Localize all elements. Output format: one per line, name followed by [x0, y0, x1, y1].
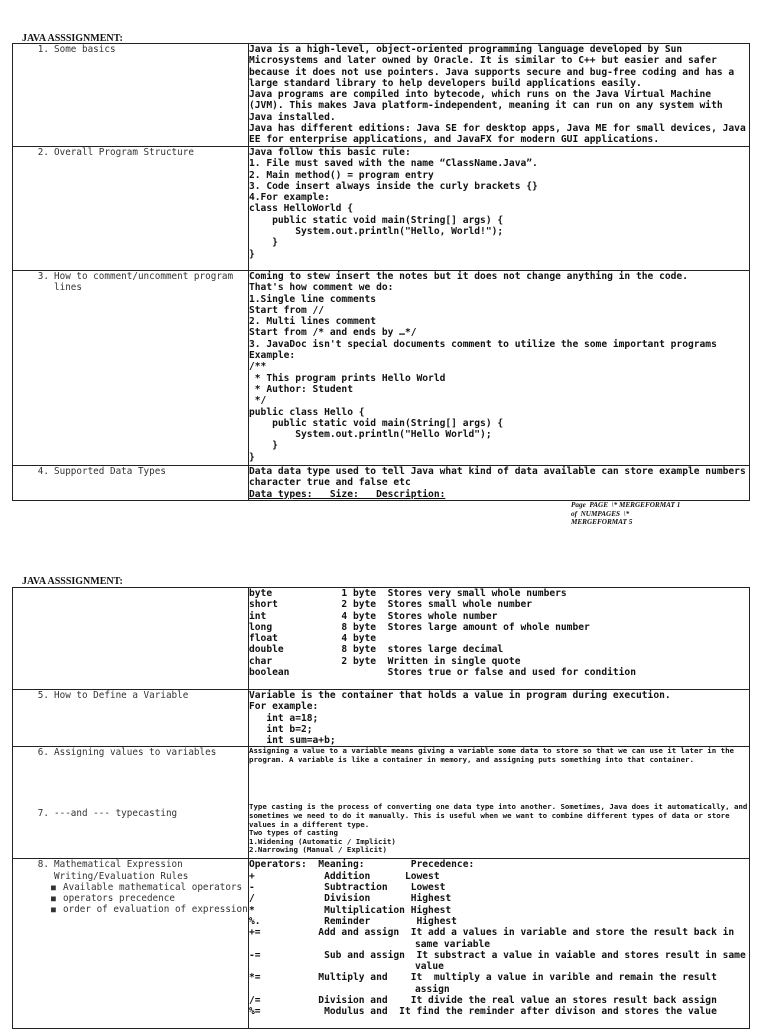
answer-line: 3. Code insert always inside the curly brackets {} [249, 180, 538, 192]
answer-line: 2. Multi lines comment [249, 316, 377, 328]
answer-line: Data data type used to tell Java what kind of data available can store example numbers character true and false etc [249, 466, 746, 489]
row-define-variable [13, 690, 750, 747]
row-type-list [13, 588, 750, 690]
code-line: */ [249, 395, 267, 407]
answer-line: 3. JavaDoc isn't special documents comment to utilize the some important programs [249, 338, 717, 350]
type-row: int 4 byte Stores whole number [249, 610, 498, 622]
operator-row: - Subtraction Lowest [249, 882, 446, 894]
topic-title: Some basics [54, 44, 116, 55]
answer-cell [249, 747, 750, 859]
topic-title: Supported Data Types [54, 466, 166, 477]
page-footer: Page PAGE \* MERGEFORMAT 1 of NUMPAGES \* MERGEFORMAT 5 [571, 501, 681, 527]
code-line: System.out.println("Hello World"); [249, 429, 492, 441]
type-row: long 8 byte Stores large amount of whole number [249, 621, 590, 633]
code-line: * This program prints Hello World [249, 372, 446, 384]
code-line: } [249, 248, 255, 260]
code-line: int sum=a+b; [249, 735, 336, 747]
topic-cell [13, 747, 249, 859]
topic-cell [13, 271, 249, 466]
code-line: System.out.println("Hello, World!"); [249, 226, 504, 238]
topic-cell [13, 44, 249, 147]
topic-number: 3. [37, 271, 49, 282]
operator-row: %. Reminder Highest [249, 915, 457, 927]
answer-cell [249, 271, 750, 466]
answer-line: Two types of casting [249, 828, 338, 838]
type-row: byte 1 byte Stores very small whole numbers [249, 588, 567, 599]
code-line: } [249, 440, 278, 452]
answer-line: That's how comment we do: [249, 282, 394, 294]
code-line: public class Hello { [249, 406, 365, 418]
topic-number: 1. [37, 44, 49, 55]
answer-line: Java has different editions: Java SE for desktop apps, Java ME for small devices, Java EE for enterprise applications, and JavaFX for modern GUI applications. [249, 123, 746, 146]
type-row: float 4 byte [249, 633, 377, 645]
bullet-item: ■ order of evaluation of expression [51, 904, 248, 916]
topic-number: 7. [37, 808, 49, 820]
answer-line: Example: [249, 350, 296, 362]
topic-number: 4. [37, 466, 49, 477]
operator-row: /= Division and It divide the real value an stores result back assign [249, 995, 717, 1007]
type-row: boolean Stores true or false and used for condition [249, 667, 636, 679]
answer-line: Java programs are compiled into bytecode, which runs on the Java Virtual Machine (JVM). This makes Java platform-independent, meaning it can run on any system with Java installed. [249, 89, 723, 123]
code-line: /** [249, 361, 267, 373]
code-line: } [249, 451, 255, 463]
answer-line: Start from // [249, 304, 325, 316]
answer-line: 2. Main method() = program entry [249, 169, 434, 181]
answer-line: Start from /* and ends by …*/ [249, 327, 417, 339]
answer-line: 1.Widening (Automatic / Implicit) [249, 836, 396, 846]
answer-line: Variable is the container that holds a value in program during execution. [249, 690, 671, 701]
topic-title: ---and --- typecasting [54, 808, 178, 820]
code-line: } [249, 237, 278, 249]
operators-header: Operators: Meaning: Precedence: [249, 859, 475, 871]
topic-cell [13, 859, 249, 1029]
page-heading: JAVA ASSSIGNMENT: [22, 576, 123, 587]
type-row: short 2 byte Stores small whole number [249, 599, 533, 611]
operator-row: + Addition Lowest [249, 870, 440, 882]
row-assign-and-cast [13, 747, 750, 859]
topic-title: Overall Program Structure [54, 147, 194, 158]
answer-line: 1. File must saved with the name “ClassName.Java”. [249, 158, 538, 170]
row-comments [13, 271, 750, 466]
row-data-types [13, 466, 750, 501]
topic-cell [13, 690, 249, 747]
type-row: double 8 byte stores large decimal [249, 644, 504, 656]
topic-title: Assigning values to variables [54, 747, 217, 759]
answer-line: 4.For example: [249, 192, 330, 204]
square-bullet-icon: ■ [51, 905, 56, 915]
code-line: public static void main(String[] args) { [249, 417, 504, 429]
page-heading: JAVA ASSSIGNMENT: [22, 33, 123, 44]
topic-cell [13, 466, 249, 501]
operator-row: -= Sub and assign It substract a value in vaiable and stores result in same value [249, 949, 752, 973]
answer-line: Coming to stew insert the notes but it does not change anything in the code. [249, 271, 688, 282]
row-program-structure [13, 147, 750, 271]
operator-row: / Division Highest [249, 893, 452, 905]
answer-line: Java follow this basic rule: [249, 147, 411, 158]
row-some-basics [13, 44, 750, 147]
bullet-item: ■ Available mathematical operators [51, 881, 243, 893]
typecasting-text: Type casting is the process of converting one data type into another. Sometimes, Java does it automatically, and sometimes we need to do it manually. This is useful when we want to combine different types of data or store values in a different type. [249, 802, 748, 829]
operator-row: %= Modulus and It find the reminder after divison and stores the value [249, 1006, 717, 1018]
row-math-expressions [13, 859, 750, 1029]
answer-cell [249, 588, 750, 690]
square-bullet-icon: ■ [51, 894, 56, 904]
assignment-table-page-1 [12, 43, 750, 501]
answer-line: 1.Single line comments [249, 293, 377, 305]
operator-row: += Add and assign It add a values in variable and store the result back in same variable [249, 927, 740, 950]
code-line: * Author: Student [249, 383, 353, 395]
code-line: int b=2; [249, 723, 313, 735]
topic-cell-empty [13, 588, 249, 690]
answer-line: Java is a high-level, object-oriented programming language developed by Sun Microsystems and later owned by Oracle. It is similar to C++ but easier and safer because it does not use pointers. Java supports secure and bug-free coding and has a large standard library to help developers build applications easily. [249, 44, 735, 89]
topic-title: How to Define a Variable [54, 690, 189, 701]
topic-number: 8. [37, 859, 49, 871]
topic-number: 2. [37, 147, 49, 158]
answer-cell [249, 690, 750, 747]
answer-cell [249, 466, 750, 501]
operator-row: *= Multiply and It multiply a value in varible and remain the result assign [249, 972, 723, 995]
topic-title: Mathematical Expression Writing/Evaluation Rules [54, 859, 189, 882]
code-line: int a=18; [249, 712, 319, 724]
answer-cell [249, 44, 750, 147]
topic-title: How to comment/uncomment program lines [54, 271, 234, 294]
operator-row: * Multiplication Highest [249, 904, 452, 916]
assigning-text: Assigning a value to a variable means giving a variable some data to store so that we can use it later in the program. A variable is like a container in memory, and assigning puts something into that container. [249, 746, 734, 765]
code-line: class HelloWorld { [249, 203, 353, 215]
bullet-item: ■ operators precedence [51, 893, 175, 905]
code-line: public static void main(String[] args) { [249, 214, 504, 226]
data-types-header: Data types: Size: Description: [249, 488, 446, 500]
topic-number: 6. [37, 747, 49, 759]
type-row: char 2 byte Written in single quote [249, 655, 521, 667]
answer-line: 2.Narrowing (Manual / Explicit) [249, 845, 387, 855]
answer-cell [249, 859, 750, 1029]
square-bullet-icon: ■ [51, 882, 56, 892]
topic-number: 5. [37, 690, 49, 701]
answer-cell [249, 147, 750, 271]
answer-line: For example: [249, 701, 319, 713]
topic-cell [13, 147, 249, 271]
assignment-table-page-2 [12, 587, 750, 1029]
